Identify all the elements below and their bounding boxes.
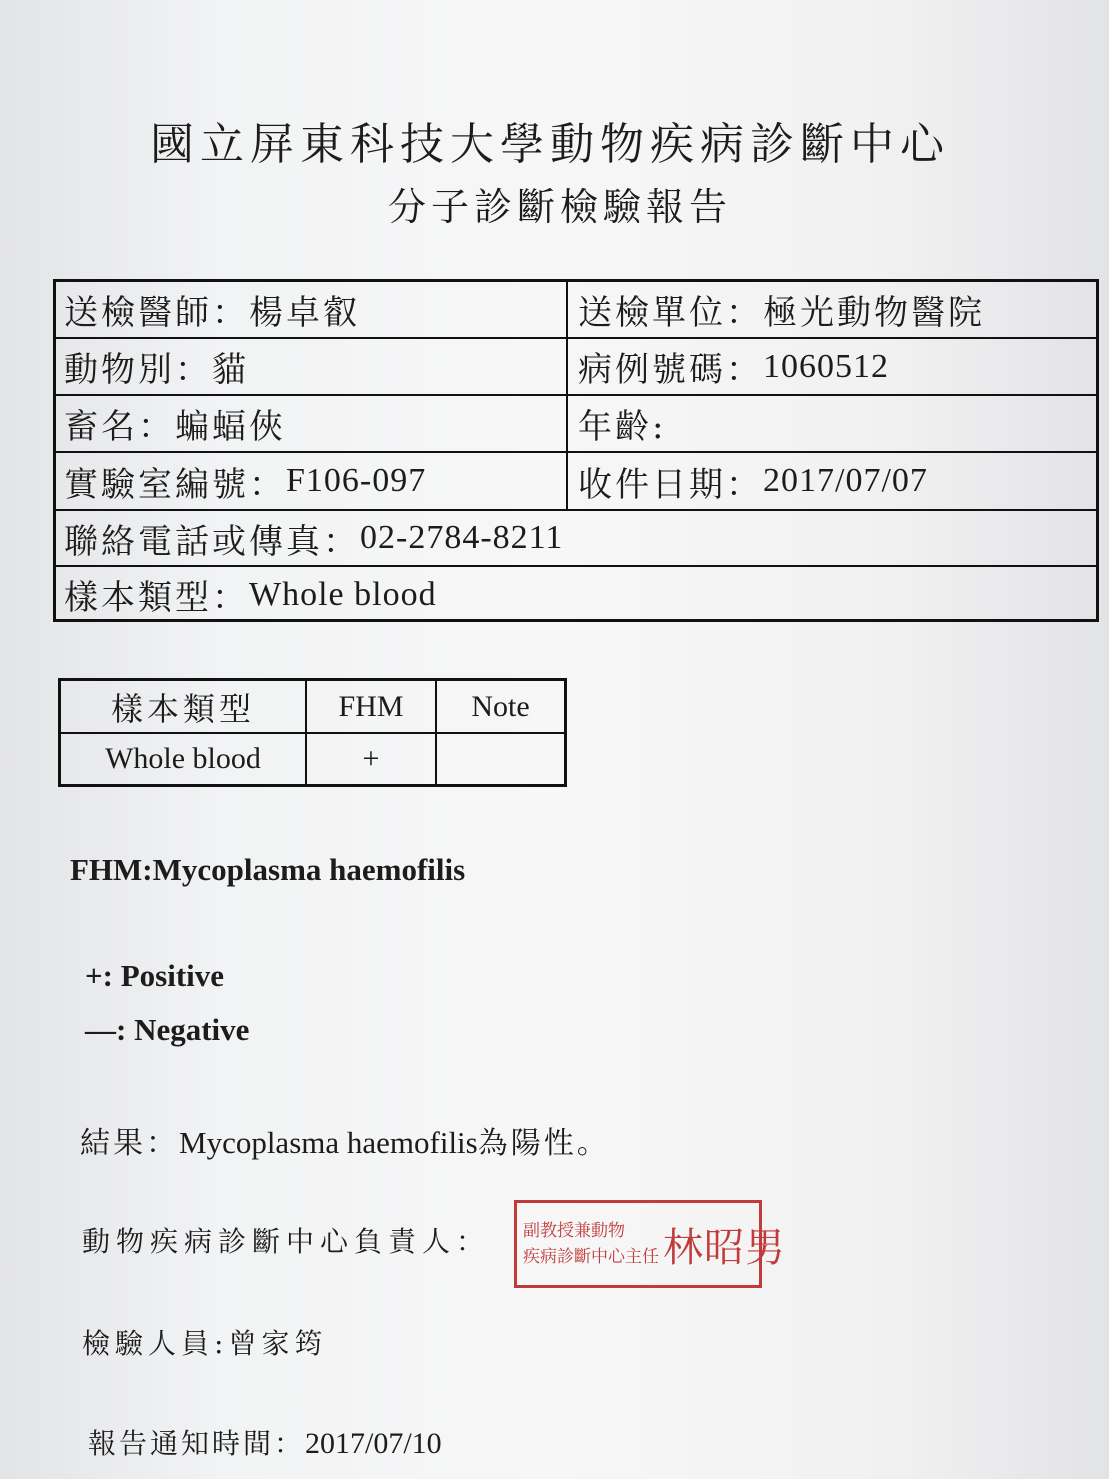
- info-row-lab-number: [56, 453, 1096, 511]
- info-row-phone: [56, 511, 1096, 567]
- unit-value: 極光動物醫院: [763, 293, 985, 333]
- lab-number-value: F106-097: [286, 462, 427, 499]
- director-label: 動物疾病診斷中心負責人：: [82, 1225, 491, 1258]
- conclusion-line: [80, 1118, 610, 1162]
- received-date-cell: [568, 453, 1096, 509]
- note-cell: [437, 734, 564, 784]
- legend-positive: +: Positive: [85, 958, 225, 993]
- doctor-value: 楊卓叡: [249, 293, 360, 333]
- sample-type-value: Whole blood: [249, 575, 437, 613]
- species-cell: [56, 339, 568, 394]
- inspector-name: 曾家筠: [228, 1327, 328, 1360]
- report-title: 國立屏東科技大學動物疾病診斷中心: [150, 119, 950, 170]
- seal-name: 林昭男: [663, 1224, 786, 1271]
- report-subtitle: 分子診斷檢驗報告: [388, 185, 733, 229]
- conclusion-organism: Mycoplasma haemofilis: [179, 1125, 478, 1160]
- conclusion-label: 結果：: [80, 1126, 179, 1161]
- age-label: 年齡:: [578, 407, 667, 447]
- sample-type-label: 樣本類型：: [64, 578, 249, 618]
- unit-cell: [568, 282, 1096, 337]
- doctor-cell: [56, 282, 568, 337]
- age-cell: [568, 396, 1096, 451]
- phone-value: 02-2784-8211: [360, 519, 564, 556]
- case-number-cell: [568, 339, 1096, 394]
- lab-number-label: 實驗室編號：: [64, 464, 286, 505]
- received-date-value: 2017/07/07: [763, 462, 928, 499]
- column-header-note: Note: [471, 689, 530, 723]
- doctor-label: 送檢醫師：: [64, 293, 249, 333]
- pet-name-cell: [56, 396, 568, 451]
- pet-name-value: 蝙蝠俠: [175, 407, 286, 447]
- seal-title-line2: 疾病診斷中心主任: [523, 1247, 659, 1267]
- phone-cell: [56, 511, 1096, 565]
- case-number-label: 病例號碼：: [578, 350, 763, 390]
- sample-type-cell: [56, 567, 1096, 622]
- info-row-pet-name: [56, 396, 1096, 453]
- column-header-sample-type: 樣本類型: [61, 681, 307, 732]
- table-header-row: [61, 681, 564, 734]
- inspector-line: [82, 1322, 327, 1362]
- inspector-label: 檢驗人員:: [82, 1327, 229, 1360]
- conclusion-text: 為陽性。: [477, 1126, 610, 1161]
- test-results-table: [58, 678, 567, 787]
- lab-number-cell: [56, 453, 568, 509]
- legend-negative: —: Negative: [85, 1012, 250, 1047]
- seal-title-line1: 副教授兼動物: [523, 1221, 625, 1241]
- unit-label: 送檢單位：: [578, 293, 763, 333]
- species-label: 動物別：: [64, 350, 212, 390]
- sample-type-value-cell: Whole blood: [61, 734, 307, 784]
- column-header-fhm: FHM: [307, 681, 437, 732]
- phone-label: 聯絡電話或傳真：: [64, 521, 360, 562]
- info-row-doctor: [56, 282, 1096, 339]
- received-date-label: 收件日期：: [578, 464, 763, 505]
- director-seal-stamp: [514, 1200, 786, 1288]
- table-row: [61, 734, 564, 784]
- species-value: 貓: [212, 350, 249, 390]
- pet-name-label: 畜名：: [64, 407, 175, 447]
- info-row-sample-type: [56, 567, 1096, 622]
- info-row-species: [56, 339, 1096, 396]
- report-time-value: 2017/07/10: [305, 1427, 442, 1460]
- case-info-table: [53, 279, 1099, 622]
- report-time-label: 報告通知時間：: [88, 1427, 306, 1460]
- fhm-result-cell: +: [307, 734, 437, 784]
- report-time-line: [88, 1422, 442, 1462]
- fhm-definition: FHM:Mycoplasma haemofilis: [70, 852, 466, 887]
- seal-title: [523, 1218, 659, 1270]
- case-number-value: 1060512: [763, 347, 889, 385]
